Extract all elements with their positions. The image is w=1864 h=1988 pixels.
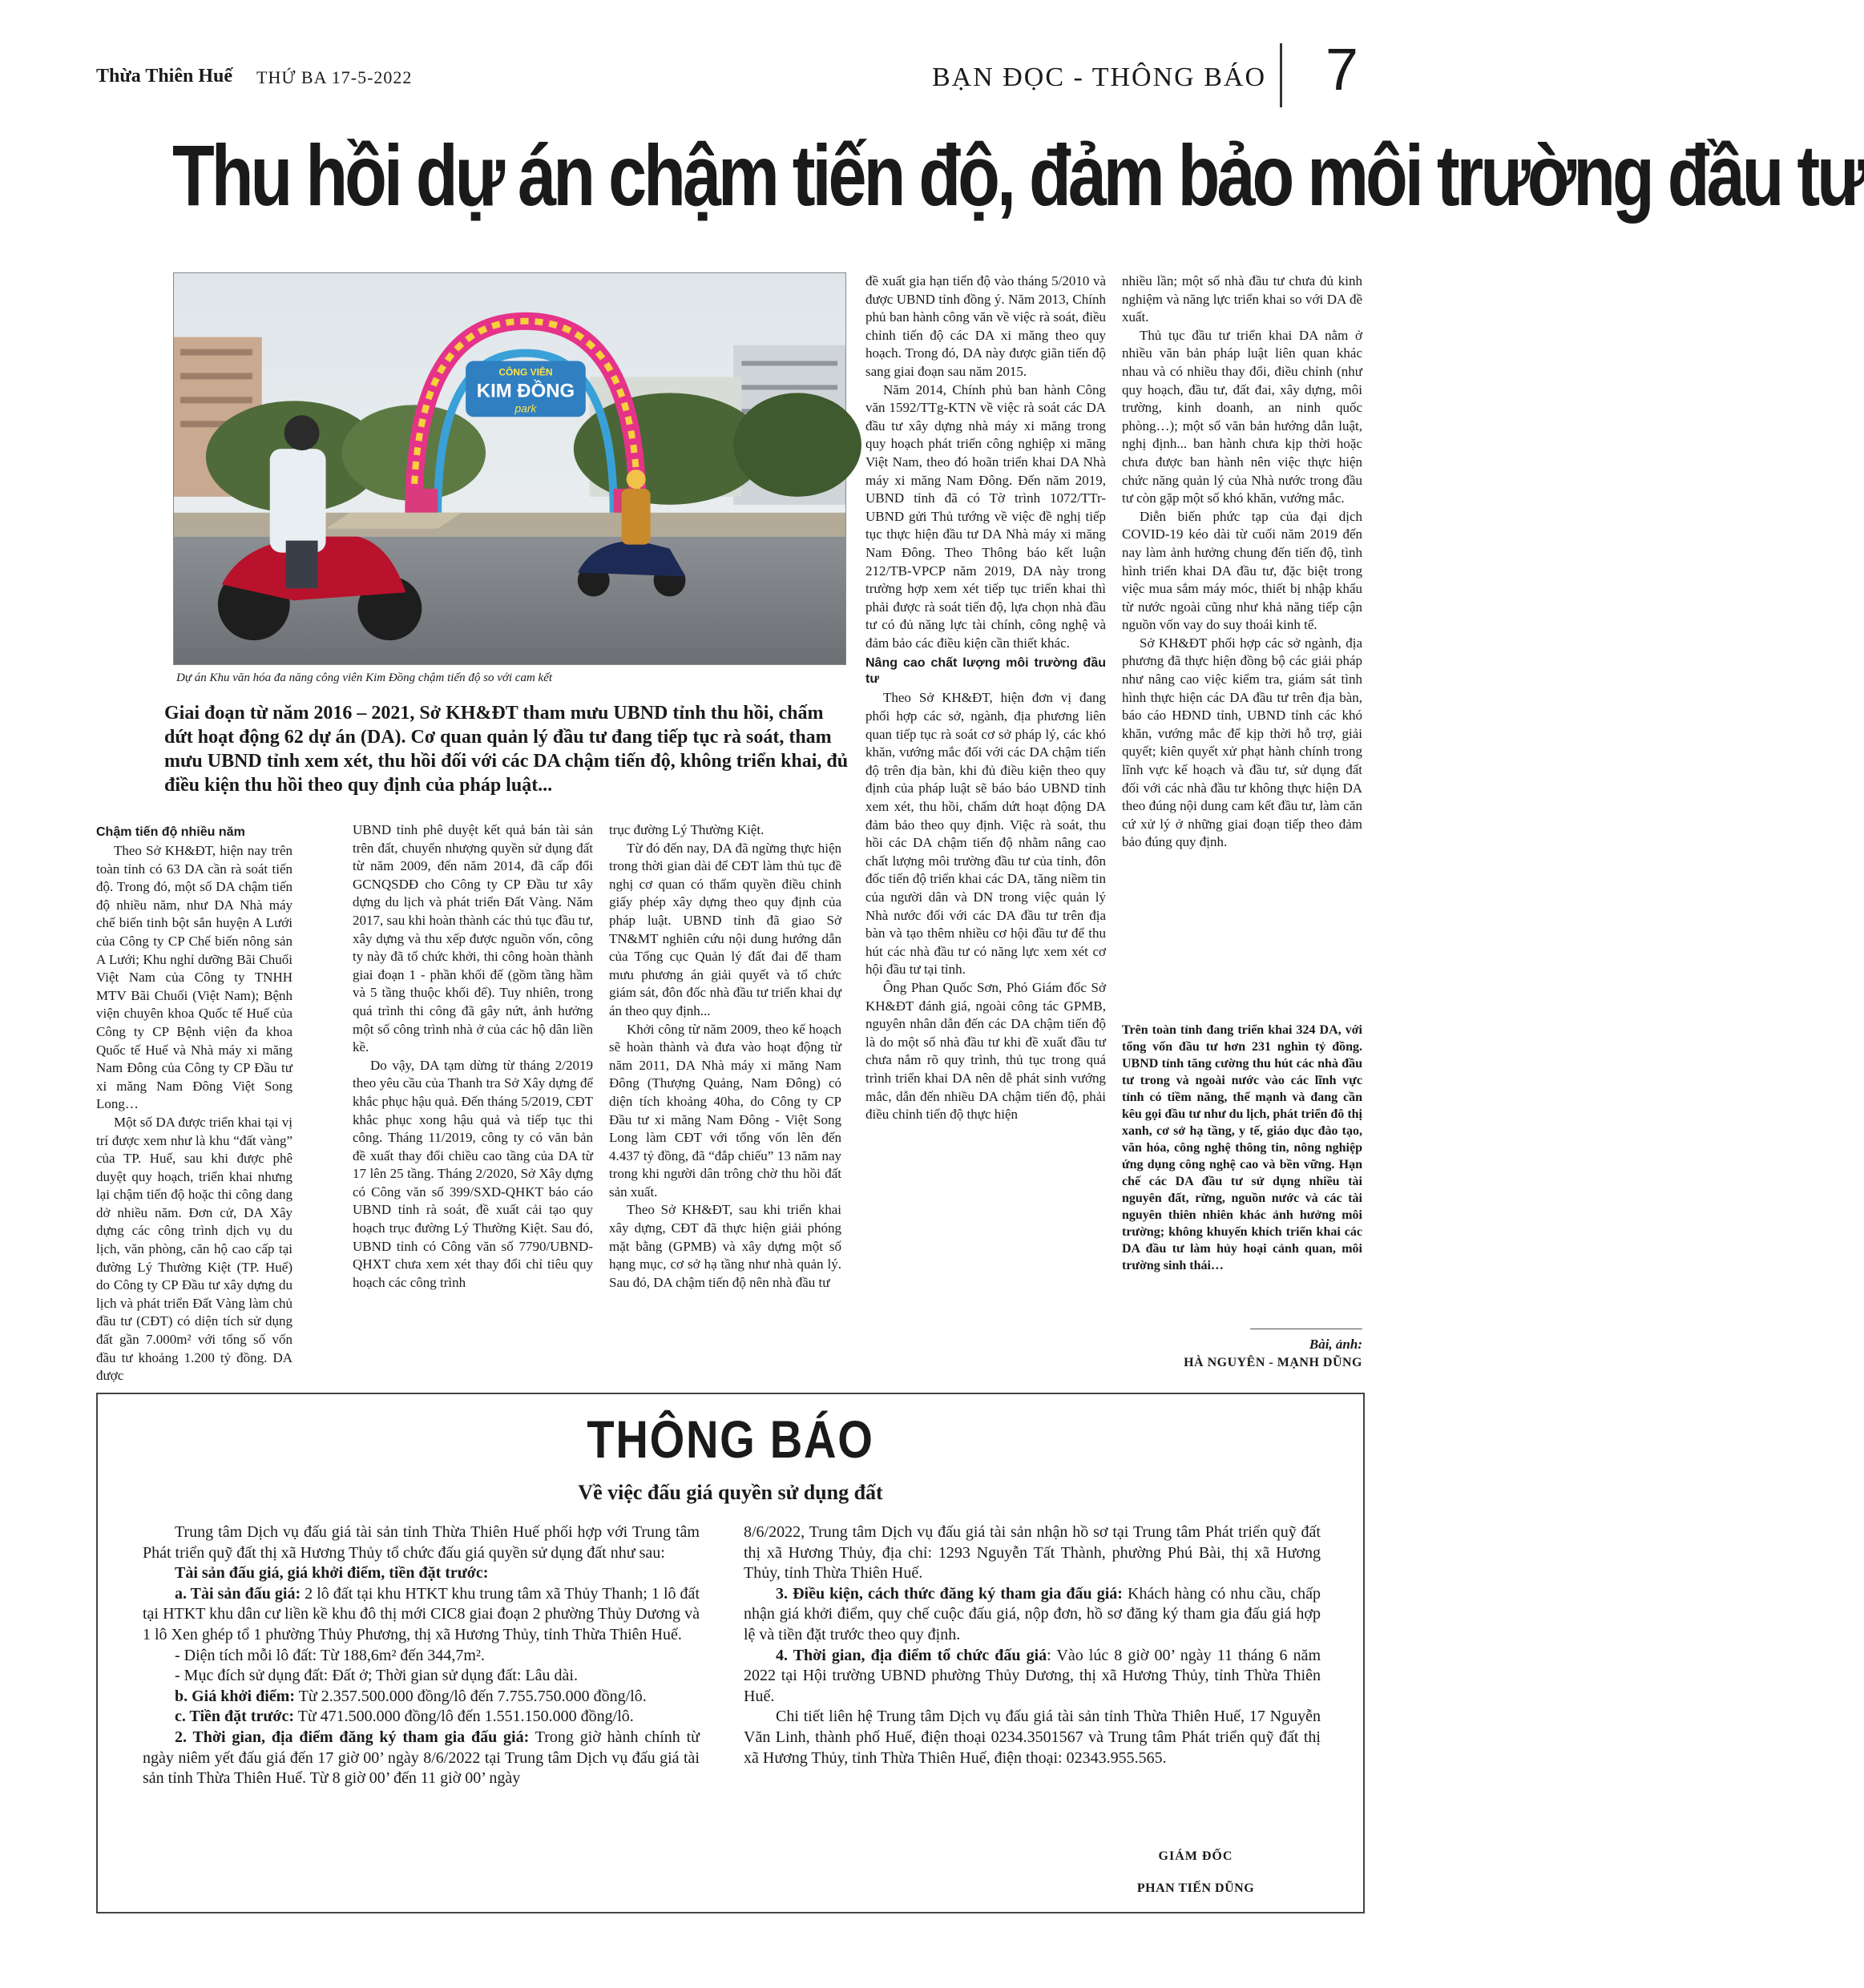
purpose-line: - Mục đích sử dụng đất: Đất ở; Thời gian sử dụng đất: Lâu dài. [175, 1667, 578, 1685]
item-a-text: 2 lô đất tại khu HTKT khu trung tâm xã Thủy Thanh; 1 lô đất tại HTKT khu dân cư liền kề khu đô thị mới CIC8 giai đoạn 2 phường Thủy Dương và 1 lô Xen ghép tổ 1 phường Thủy Phương, thị xã Hương Thủy, tỉnh Thừa Thiên Huế. [143, 1584, 700, 1643]
header-divider [1280, 43, 1282, 107]
item-3-text: Khách hàng có nhu cầu, chấp nhận giá khởi điểm, quy chế cuộc đấu giá, nộp đơn, hồ sơ đăng ký tham gia đấu giá hợp lệ và tiền đặt trước theo quy định. [744, 1584, 1321, 1643]
item-a [143, 1584, 700, 1646]
item-2-continued: 8/6/2022, Trung tâm Dịch vụ đấu giá tài sản nhận hồ sơ tại Trung tâm Phát triển quỹ đất thị xã Hương Thủy, địa chỉ: 1293 Nguyễn Tất Thành, phường Phú Bài, thị xã Hương Thủy, tỉnh Thừa Thiên Huế. [744, 1523, 1321, 1583]
byline-label: Bài, ảnh: [1309, 1337, 1362, 1352]
item-4 [744, 1646, 1321, 1708]
byline-authors: HÀ NGUYÊN - MẠNH DŨNG [1184, 1356, 1362, 1369]
area-line: - Diện tích mỗi lô đất: Từ 188,6m² đến 344,7m². [175, 1646, 485, 1664]
auction-notice [96, 1393, 1365, 1913]
paragraph: nhiều lần; một số nhà đầu tư chưa đủ kinh nghiệm và năng lực triển khai so với DA đề xuất. [1122, 273, 1362, 325]
article-photo [173, 272, 846, 665]
item-c [143, 1707, 700, 1728]
sidebar-box: Trên toàn tỉnh đang triển khai 324 DA, với tổng vốn đầu tư hơn 231 nghìn tỷ đồng. UBND tỉnh tăng cường thu hút các nhà đầu tư trong và ngoài nước vào các lĩnh vực tỉnh có tiềm năng, thế mạnh và đang cần kêu gọi đầu tư như du lịch, phát triển đô thị xanh, cơ sở hạ tầng, y tế, giáo dục đào tạo, văn hóa, công nghệ thông tin, nông nghiệp ứng dụng công nghệ cao và bền vững. Hạn chế các DA đầu tư sử dụng nhiều tài nguyên đất, rừng, nguồn nước và các tài nguyên thiên nhiên khác ảnh hưởng môi trường; không khuyến khích triển khai các DA đầu tư làm hủy hoại cảnh quan, môi trường sinh thái… [1122, 1023, 1362, 1272]
notice-column-left [143, 1522, 700, 1789]
article-column-3 [609, 821, 841, 1292]
section-name: BẠN ĐỌC - THÔNG BÁO [931, 63, 1266, 92]
assets-heading: Tài sản đấu giá, giá khởi điểm, tiền đặt trước: [175, 1564, 489, 1583]
item-c-label: c. Tiền đặt trước: [175, 1708, 294, 1726]
article-column-1 [96, 821, 293, 1385]
article-column-4 [865, 272, 1106, 1124]
sign-line-2: KIM ĐỒNG [476, 380, 575, 402]
item-2 [143, 1728, 700, 1789]
signer-title: GIÁM ĐỐC [1158, 1849, 1233, 1863]
notice-subtitle: Về việc đấu giá quyền sử dụng đất [578, 1481, 883, 1504]
sign-line-1: CÔNG VIÊN [498, 366, 553, 378]
paragraph: Từ đó đến nay, DA đã ngừng thực hiện trong thời gian dài để CĐT làm thủ tục đề nghị cơ quan có thẩm quyền điều chỉnh giấy phép xây dựng theo quy định của pháp luật. UBND tỉnh đã giao Sở TN&MT nghiên cứu nội dung hướng dẫn của Tổng cục Quản lý đất đai để tham mưu phương án giải quyết và tổ chức giám sát, đôn đốc nhà đầu tư triển khai dự án theo quy định... [609, 840, 841, 1018]
item-2-label: 2. Thời gian, địa điểm đăng ký tham gia đấu giá: [175, 1728, 530, 1746]
publication-name: Thừa Thiên Huế [96, 66, 233, 87]
paragraph: đề xuất gia hạn tiến độ vào tháng 5/2010 và được UBND tỉnh đồng ý. Năm 2013, Chính phủ ban hành công văn về việc rà soát, điều chỉnh tiến độ các DA xi măng theo quy hoạch. Trong đó, DA này được giãn tiến độ sang giai đoạn sau năm 2015. [865, 273, 1106, 379]
paragraph: Do vậy, DA tạm dừng từ tháng 2/2019 theo yêu cầu của Thanh tra Sở Xây dựng để khắc phục hậu quả. Đến tháng 5/2019, CĐT khắc phục xong hậu quả và tiếp tục thi công. Tháng 11/2019, công ty có văn bản đề xuất thay đổi chiều cao tầng của DA từ 17 lên 25 tầng. Tháng 2/2020, Sở Xây dựng có Công văn số 399/SXD-QHKT báo cáo UBND tỉnh rà soát, đề xuất cải tạo quy hoạch trục đường Lý Thường Kiệt. Sau đó, UBND tỉnh có Công văn số 7790/UBND-QHXT chưa xem xét thay đổi chỉ tiêu quy hoạch các công trình [353, 1057, 593, 1290]
photo-caption: Dự án Khu văn hóa đa năng công viên Kim Đồng chậm tiến độ so với cam kết [176, 671, 553, 684]
page-number: 7 [1325, 36, 1358, 103]
paragraph: Theo Sở KH&ĐT, hiện đơn vị đang phối hợp các sở, ngành, địa phương liên quan tiếp tục rà soát cơ sở pháp lý, các khó khăn, vướng mắc đối với các DA chậm tiến độ trên địa bàn, khi đủ điều kiện theo quy định của pháp luật sẽ báo báo UBND tỉnh xem xét, thu hồi, chấm dứt hoạt động DA đảm bảo theo quy định. Việc rà soát, thu hồi các DA chậm tiến độ nhằm nâng cao chất lượng môi trường đầu tư của tỉnh, đôn đốc tiến độ triển khai các DA, tăng niềm tin của người dân và DN trong việc quản lý Nhà nước đối với các DA đầu tư trên địa bàn và tạo thêm nhiều cơ hội đầu tư để thu hút các nhà đầu tư có năng lực xem xét cơ hội đầu tư tại tỉnh. [865, 690, 1106, 978]
paragraph: Năm 2014, Chính phủ ban hành Công văn 1592/TTg-KTN về việc rà soát các DA đầu tư xây dựng nhà máy xi măng trong quy hoạch phát triển công nghiệp xi măng Việt Nam, theo đó hoãn triển khai DA Nhà máy xi măng Nam Đông. Đến năm 2019, UBND tỉnh đã có Tờ trình 1072/TTr-UBND gửi Thủ tướng về việc đề nghị tiếp tục thực hiện đầu tư DA Nhà máy xi măng Nam Đông. Theo Thông báo kết luận 212/TB-VPCP năm 2019, DA này trong trường hợp xem xét tiếp tục triển khai thì phải được rà soát tiến độ, lựa chọn nhà đầu tư có đủ năng lực tài chính, công nghệ và đảm bảo các điều kiện cần thiết khác. [865, 381, 1106, 651]
item-b-label: b. Giá khởi điểm: [175, 1687, 295, 1705]
article-lead: Giai đoạn từ năm 2016 – 2021, Sở KH&ĐT tham mưu UBND tỉnh thu hồi, chấm dứt hoạt động 62 dự án (DA). Cơ quan quản lý đầu tư đang tiếp tục rà soát, tham mưu UBND tỉnh xem xét, thu hồi đối với các DA chậm tiến độ, không triển khai, đủ điều kiện thu hồi theo quy định của pháp luật... [164, 703, 849, 796]
paragraph: Diễn biến phức tạp của đại dịch COVID-19 kéo dài từ cuối năm 2019 đến nay làm ảnh hưởng chung đến tiến độ, tình hình triển khai DA đầu tư, đặc biệt trong việc mua sắm máy móc, thiết bị nhập khẩu từ nước ngoài cũng như khả năng tiếp cận nguồn vốn vay do suy thoái kinh tế. [1122, 508, 1362, 633]
notice-title: THÔNG BÁO [587, 1409, 874, 1469]
paragraph: Khởi công từ năm 2009, theo kế hoạch sẽ hoàn thành và đưa vào hoạt động từ năm 2011, DA Nhà máy xi măng Nam Đông (Thượng Quảng, Nam Đông) có diện tích khoảng 40ha, do Công ty CP Đầu tư xi măng Nam Đông - Việt Song Long làm CĐT với tổng vốn lên đến 4.437 tỷ đồng, đã “đắp chiếu” 13 năm nay trong khi người dân trông chờ thu hồi đất sản xuất. [609, 1021, 841, 1200]
item-3-label: 3. Điều kiện, cách thức đăng ký tham gia đấu giá: [776, 1584, 1123, 1603]
item-4-text: : Vào lúc 8 giờ 00’ ngày 11 tháng 6 năm 2022 tại Hội trường UBND phường Thủy Dương, thị xã Hương Thủy, tỉnh Thừa Thiên Huế. [744, 1646, 1321, 1705]
article-column-2 [353, 821, 593, 1292]
subheading-investment-environment: Nâng cao chất lượng môi trường đầu tư [865, 656, 1106, 687]
item-2-text: Trong giờ hành chính từ ngày niêm yết đấu giá đến 17 giờ 00’ ngày 8/6/2022 tại Trung tâm Dịch vụ đấu giá tài sản tỉnh Thừa Thiên Huế. Từ 8 giờ 00’ đến 11 giờ 00’ ngày [143, 1728, 700, 1788]
page-header [96, 24, 1358, 112]
article-column-5 [1122, 272, 1362, 852]
item-b-text: Từ 2.357.500.000 đồng/lô đến 7.755.750.000 đồng/lô. [295, 1687, 647, 1705]
paragraph: Một số DA được triển khai tại vị trí được xem như là khu “đất vàng” của TP. Huế, sau khi được phê duyệt quy hoạch, triển khai nhưng lại chậm tiến độ hoặc thi công dang dở nhiều năm. Đơn cử, DA Xây dựng các công trình dịch vụ du lịch, văn phòng, căn hộ cao cấp tại đường Lý Thường Kiệt (TP. Huế) do Công ty CP Đầu tư xây dựng du lịch và phát triển Đất Vàng làm chủ đầu tư (CĐT) có diện tích sử dụng đất gần 7.000m² với tổng số vốn đầu tư khoảng 1.200 tỷ đồng. DA được [96, 1114, 293, 1384]
item-3 [744, 1584, 1321, 1646]
paragraph: trục đường Lý Thường Kiệt. [609, 822, 765, 837]
signer-name: PHAN TIẾN DŨNG [1136, 1881, 1255, 1895]
notice-column-right [744, 1522, 1321, 1768]
notice-intro: Trung tâm Dịch vụ đấu giá tài sản tỉnh Thừa Thiên Huế phối hợp với Trung tâm Phát triển quỹ đất thị xã Hương Thủy tổ chức đấu giá quyền sử dụng đất như sau: [143, 1523, 700, 1562]
item-4-label: 4. Thời gian, địa điểm tổ chức đấu giá [776, 1646, 1047, 1664]
paragraph: Thủ tục đầu tư triển khai DA nằm ở nhiều văn bản pháp luật liên quan khác nhau và có nhiều thay đổi, điều chỉnh (như quy hoạch, đầu tư, đất đai, xây dựng, môi trường, kinh doanh, an ninh quốc phòng…); một số văn bản hướng dẫn luật, nghị định... ban hành chưa kịp thời hoặc chưa được ban hành nên việc thực hiện chức năng quản lý của Nhà nước trong đầu tư còn gặp một số khó khăn, vướng mắc. [1122, 327, 1362, 506]
item-a-label: a. Tài sản đấu giá: [175, 1584, 301, 1603]
paragraph: UBND tỉnh phê duyệt kết quả bán tài sản trên đất, chuyển nhượng quyền sử dụng đất từ năm 2009, đến năm 2014, đã cấp đổi GCNQSDĐ cho Công ty CP Đầu tư xây dựng du lịch và phát triển Đất Vàng. Năm 2017, sau khi hoàn thành các thủ tục đầu tư, xây dựng và thu xếp được nguồn vốn, công ty này đã tổ chức khởi, thi công hoàn thành giai đoạn 1 - phần khối đế (gồm tầng hầm và 5 tầng thuộc khối đế). Tuy nhiên, trong quá trình thi công đã gây nứt, ảnh hưởng một số công trình nhà ở của các hộ dân liền kề. [353, 822, 593, 1055]
article-headline: Thu hồi dự án chậm tiến độ, đảm bảo môi trường đầu tư [172, 127, 1864, 224]
item-c-text: Từ 471.500.000 đồng/lô đến 1.551.150.000 đồng/lô. [293, 1708, 634, 1726]
sign-line-3: park [514, 401, 537, 415]
paragraph: Theo Sở KH&ĐT, hiện nay trên toàn tỉnh có 63 DA cần rà soát tiến độ. Trong đó, một số DA chậm tiến độ nhiều năm, như DA Nhà máy chế biến tinh bột sắn huyện A Lưới của Công ty CP Chế biến nông sản A Lưới; Khu nghỉ dưỡng Bãi Chuối Việt Nam của Công ty TNHH MTV Bãi Chuối (Việt Nam); Bệnh viện chuyên khoa Quốc tế Huế của Công ty CP Bệnh viện đa khoa Quốc tế Huế và Nhà máy xi măng Nam Đông của Công ty CP Đầu tư xi măng Nam Đông Việt Song Long… [96, 843, 293, 1112]
paragraph: Theo Sở KH&ĐT, sau khi triển khai xây dựng, CĐT đã thực hiện giải phóng mặt bằng (GPMB) và xây dựng một số hạng mục, cơ sở hạ tầng như nhà quản lý. Sau đó, DA chậm tiến độ nên nhà đầu tư [609, 1202, 841, 1290]
park-gate-photo [174, 273, 845, 664]
subheading-delays: Chậm tiến độ nhiều năm [96, 825, 245, 839]
item-b [143, 1687, 700, 1708]
issue-date: THỨ BA 17-5-2022 [256, 67, 413, 87]
contact-info: Chi tiết liên hệ Trung tâm Dịch vụ đấu giá tài sản tỉnh Thừa Thiên Huế, 17 Nguyễn Văn Linh, thành phố Huế, điện thoại 0234.3501567 và Trung tâm Phát triển quỹ đất thị xã Hương Thủy, tỉnh Thừa Thiên Huế, điện thoại: 02343.955.565. [744, 1708, 1321, 1767]
paragraph: Ông Phan Quốc Sơn, Phó Giám đốc Sở KH&ĐT đánh giá, ngoài công tác GPMB, nguyên nhân dẫn đến các DA chậm tiến độ là do một số nhà đầu tư khi đề xuất đầu tư chưa nắm rõ quy trình, thủ tục trong quá trình triển khai DA nên dễ phát sinh vướng mắc, dẫn đến nhiều DA chậm tiến độ, phải điều chỉnh tiến độ thực hiện [865, 979, 1106, 1123]
paragraph: Sở KH&ĐT phối hợp các sở ngành, địa phương đã thực hiện đồng bộ các giải pháp như nâng cao việc kiểm tra, giám sát tình hình thực hiện các DA đầu tư trên địa bàn, báo cáo HĐND tỉnh, UBND tỉnh các khó khăn, vướng mắc để kịp thời hỗ trợ, giải quyết; kiên quyết xử phạt hành chính trong lĩnh vực kế hoạch và đầu tư, sử dụng đất đối với các nhà đầu tư không thực hiện DA theo đúng nội dung cam kết đầu tư, làm căn cứ xử lý ở những giai đoạn tiếp theo đảm bảo đúng quy định. [1122, 635, 1362, 850]
